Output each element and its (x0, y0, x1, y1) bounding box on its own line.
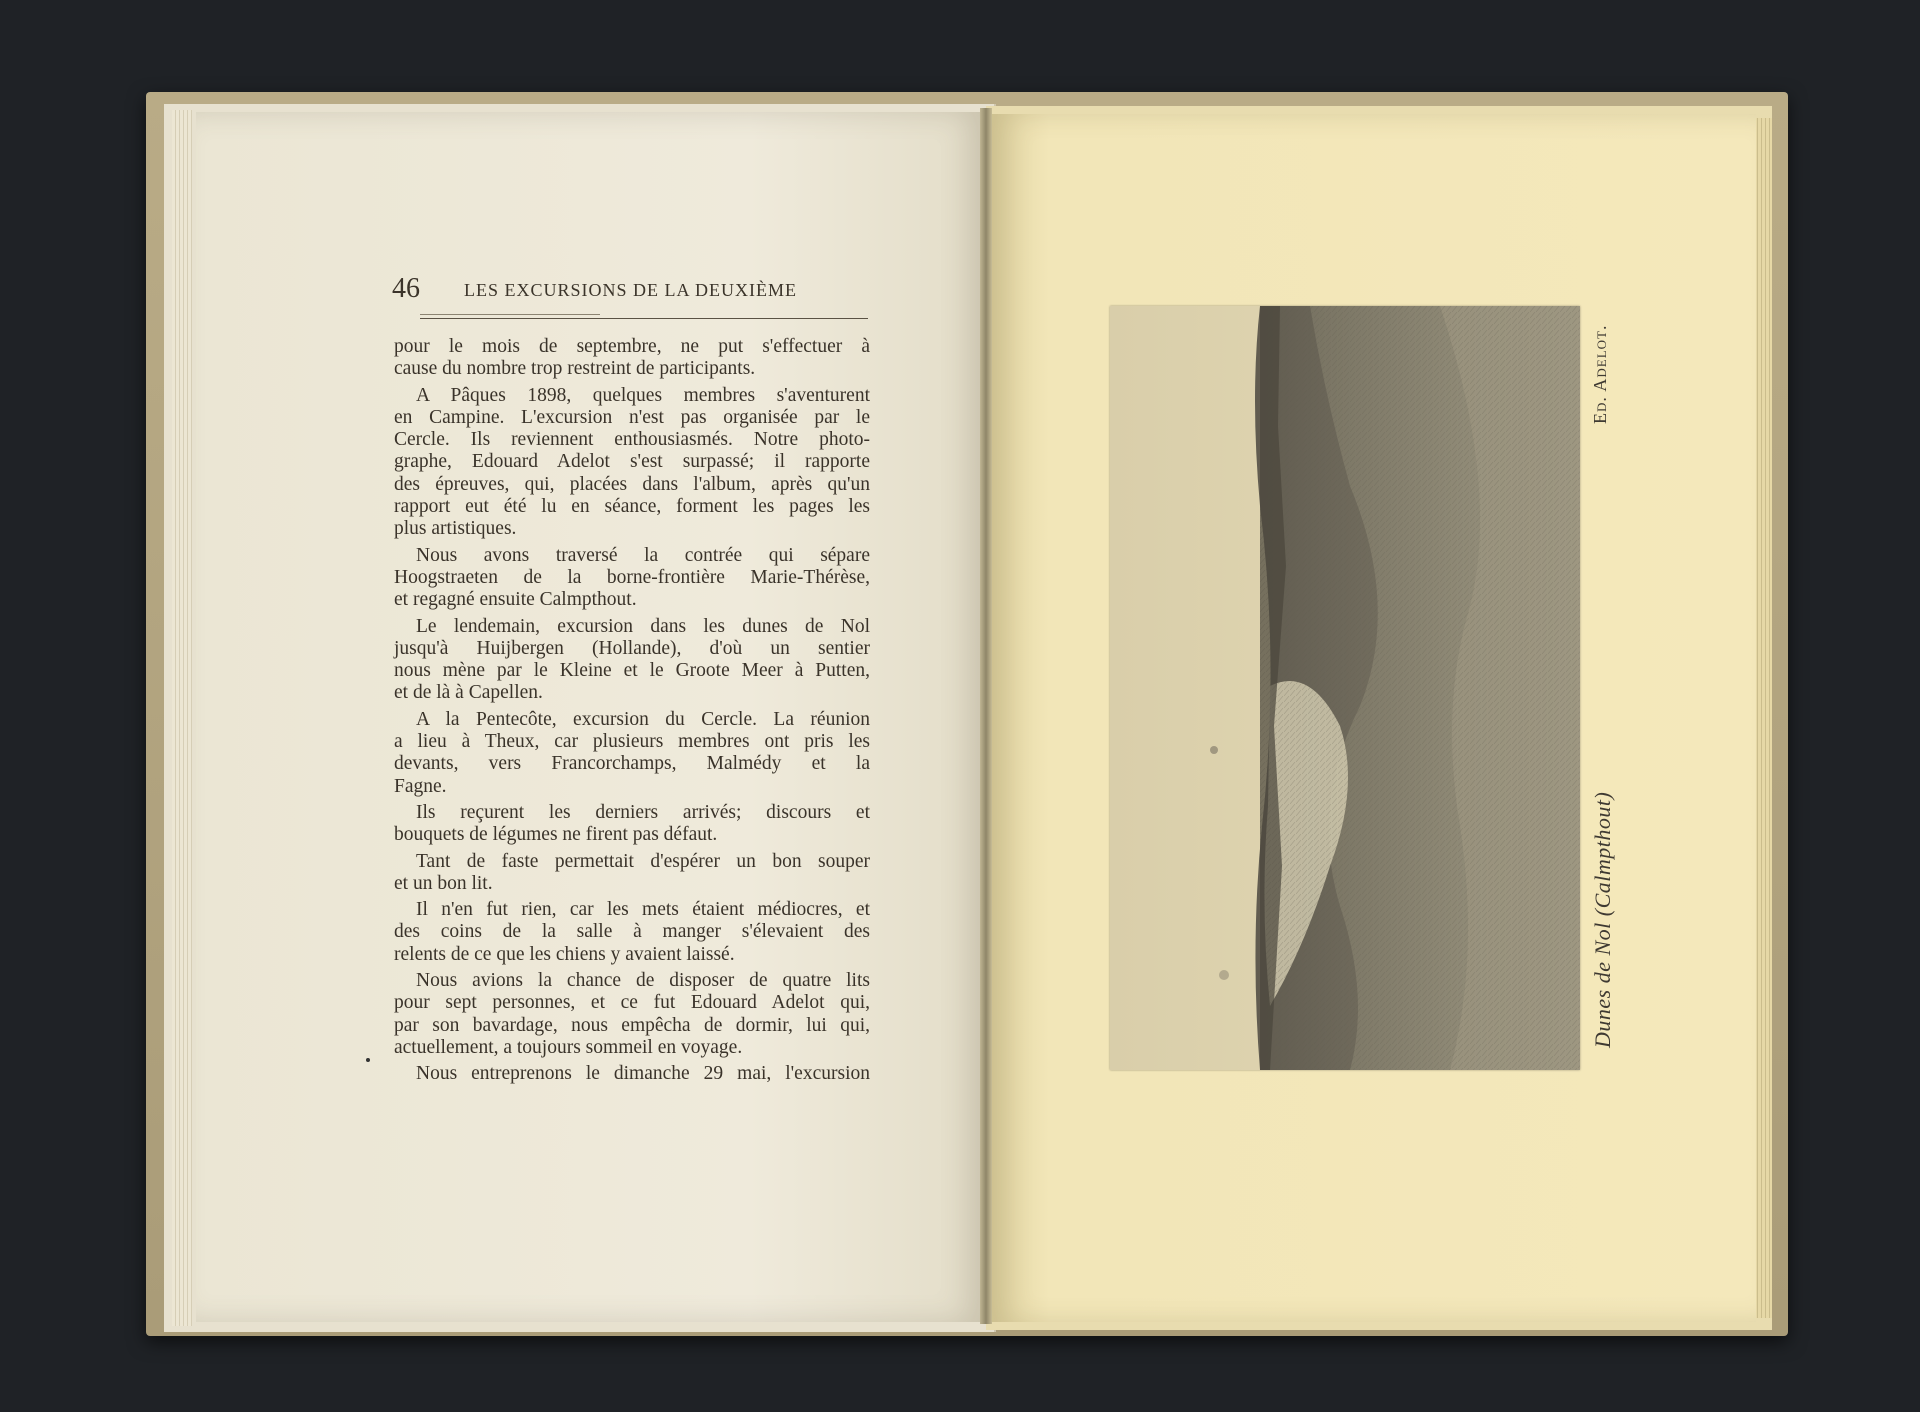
text-line: et de là à Capellen. (394, 682, 543, 704)
text-line: pour sept personnes, et ce fut Edouard Adelot qui, (394, 992, 870, 1014)
text-line: bouquets de légumes ne firent pas défaut. (394, 824, 718, 846)
paragraph (394, 709, 870, 798)
text-line: et regagné ensuite Calmpthout. (394, 589, 637, 611)
text-line: Hoogstraeten de la borne-frontière Marie-Thérèse, (394, 566, 870, 588)
text-line: devants, vers Francorchamps, Malmédy et la (394, 753, 870, 775)
text-line: A Pâques 1898, quelques membres s'aventurent (416, 384, 870, 406)
photo-caption-credit: Ed. Adelot. (1590, 324, 1610, 424)
text-line: et un bon lit. (394, 872, 493, 894)
paragraph (394, 899, 870, 966)
paragraph (394, 336, 870, 381)
text-line: des coins de la salle à manger s'élevaient des (394, 921, 870, 943)
page-number: 46 (392, 273, 420, 304)
text-line: a lieu à Theux, car plusieurs membres ont pris les (394, 731, 870, 753)
text-line: actuellement, a toujours sommeil en voyage. (394, 1036, 743, 1058)
text-line: nous mène par le Kleine et le Groote Meer à Putten, (394, 660, 870, 682)
text-line: Nous avions la chance de disposer de quatre lits (416, 970, 870, 992)
paragraph (394, 851, 870, 896)
text-line: pour le mois de septembre, ne put s'effectuer à (394, 336, 870, 357)
text-line: rapport eut été lu en séance, forment les pages les (394, 496, 870, 518)
paragraph (394, 545, 870, 612)
text-line: Nous entreprenons le dimanche 29 mai, l'excursion (416, 1063, 870, 1085)
text-line: graphe, Edouard Adelot s'est surpassé; il rapporte (394, 451, 870, 473)
text-line: Il n'en fut rien, car les mets étaient médiocres, et (416, 899, 870, 921)
text-line: Fagne. (394, 775, 447, 797)
text-line: Tant de faste permettait d'espérer un bon souper (416, 850, 870, 872)
text-line: cause du nombre trop restreint de participants. (394, 358, 756, 380)
text-line: Le lendemain, excursion dans les dunes de Nol (416, 615, 870, 637)
text-line: Nous avons traversé la contrée qui sépare (416, 544, 870, 566)
paragraph (394, 385, 870, 541)
text-line: par son bavardage, nous empêcha de dormir, lui qui, (394, 1014, 870, 1036)
body-text (394, 336, 870, 1086)
text-line: A la Pentecôte, excursion du Cercle. La réunion (416, 708, 870, 730)
text-line: jusqu'à Huijbergen (Hollande), d'où un sentier (394, 637, 870, 659)
text-line: Ils reçurent les derniers arrivés; discours et (416, 801, 870, 823)
print-speck (366, 1058, 370, 1062)
running-head (392, 272, 868, 306)
photo-caption-title: Dunes de Nol (Calmpthout) (1590, 791, 1615, 1048)
text-line: en Campine. L'excursion n'est pas organisée par le (394, 406, 870, 428)
paragraph (394, 1063, 870, 1085)
text-line: Cercle. Ils reviennent enthousiasmés. Notre photo- (394, 429, 870, 451)
paragraph (394, 616, 870, 705)
text-line: des épreuves, qui, placées dans l'album, après qu'un (394, 473, 870, 495)
header-rule (420, 318, 868, 319)
text-line: relents de ce que les chiens y avaient laissé. (394, 943, 735, 965)
running-head-title: LES EXCURSIONS DE LA DEUXIÈME (464, 280, 797, 300)
dunes-photograph (1110, 306, 1580, 1070)
text-line: plus artistiques. (394, 518, 517, 540)
book-gutter (980, 108, 992, 1324)
paragraph (394, 802, 870, 847)
photo-image (1110, 306, 1580, 1070)
paragraph (394, 970, 870, 1059)
